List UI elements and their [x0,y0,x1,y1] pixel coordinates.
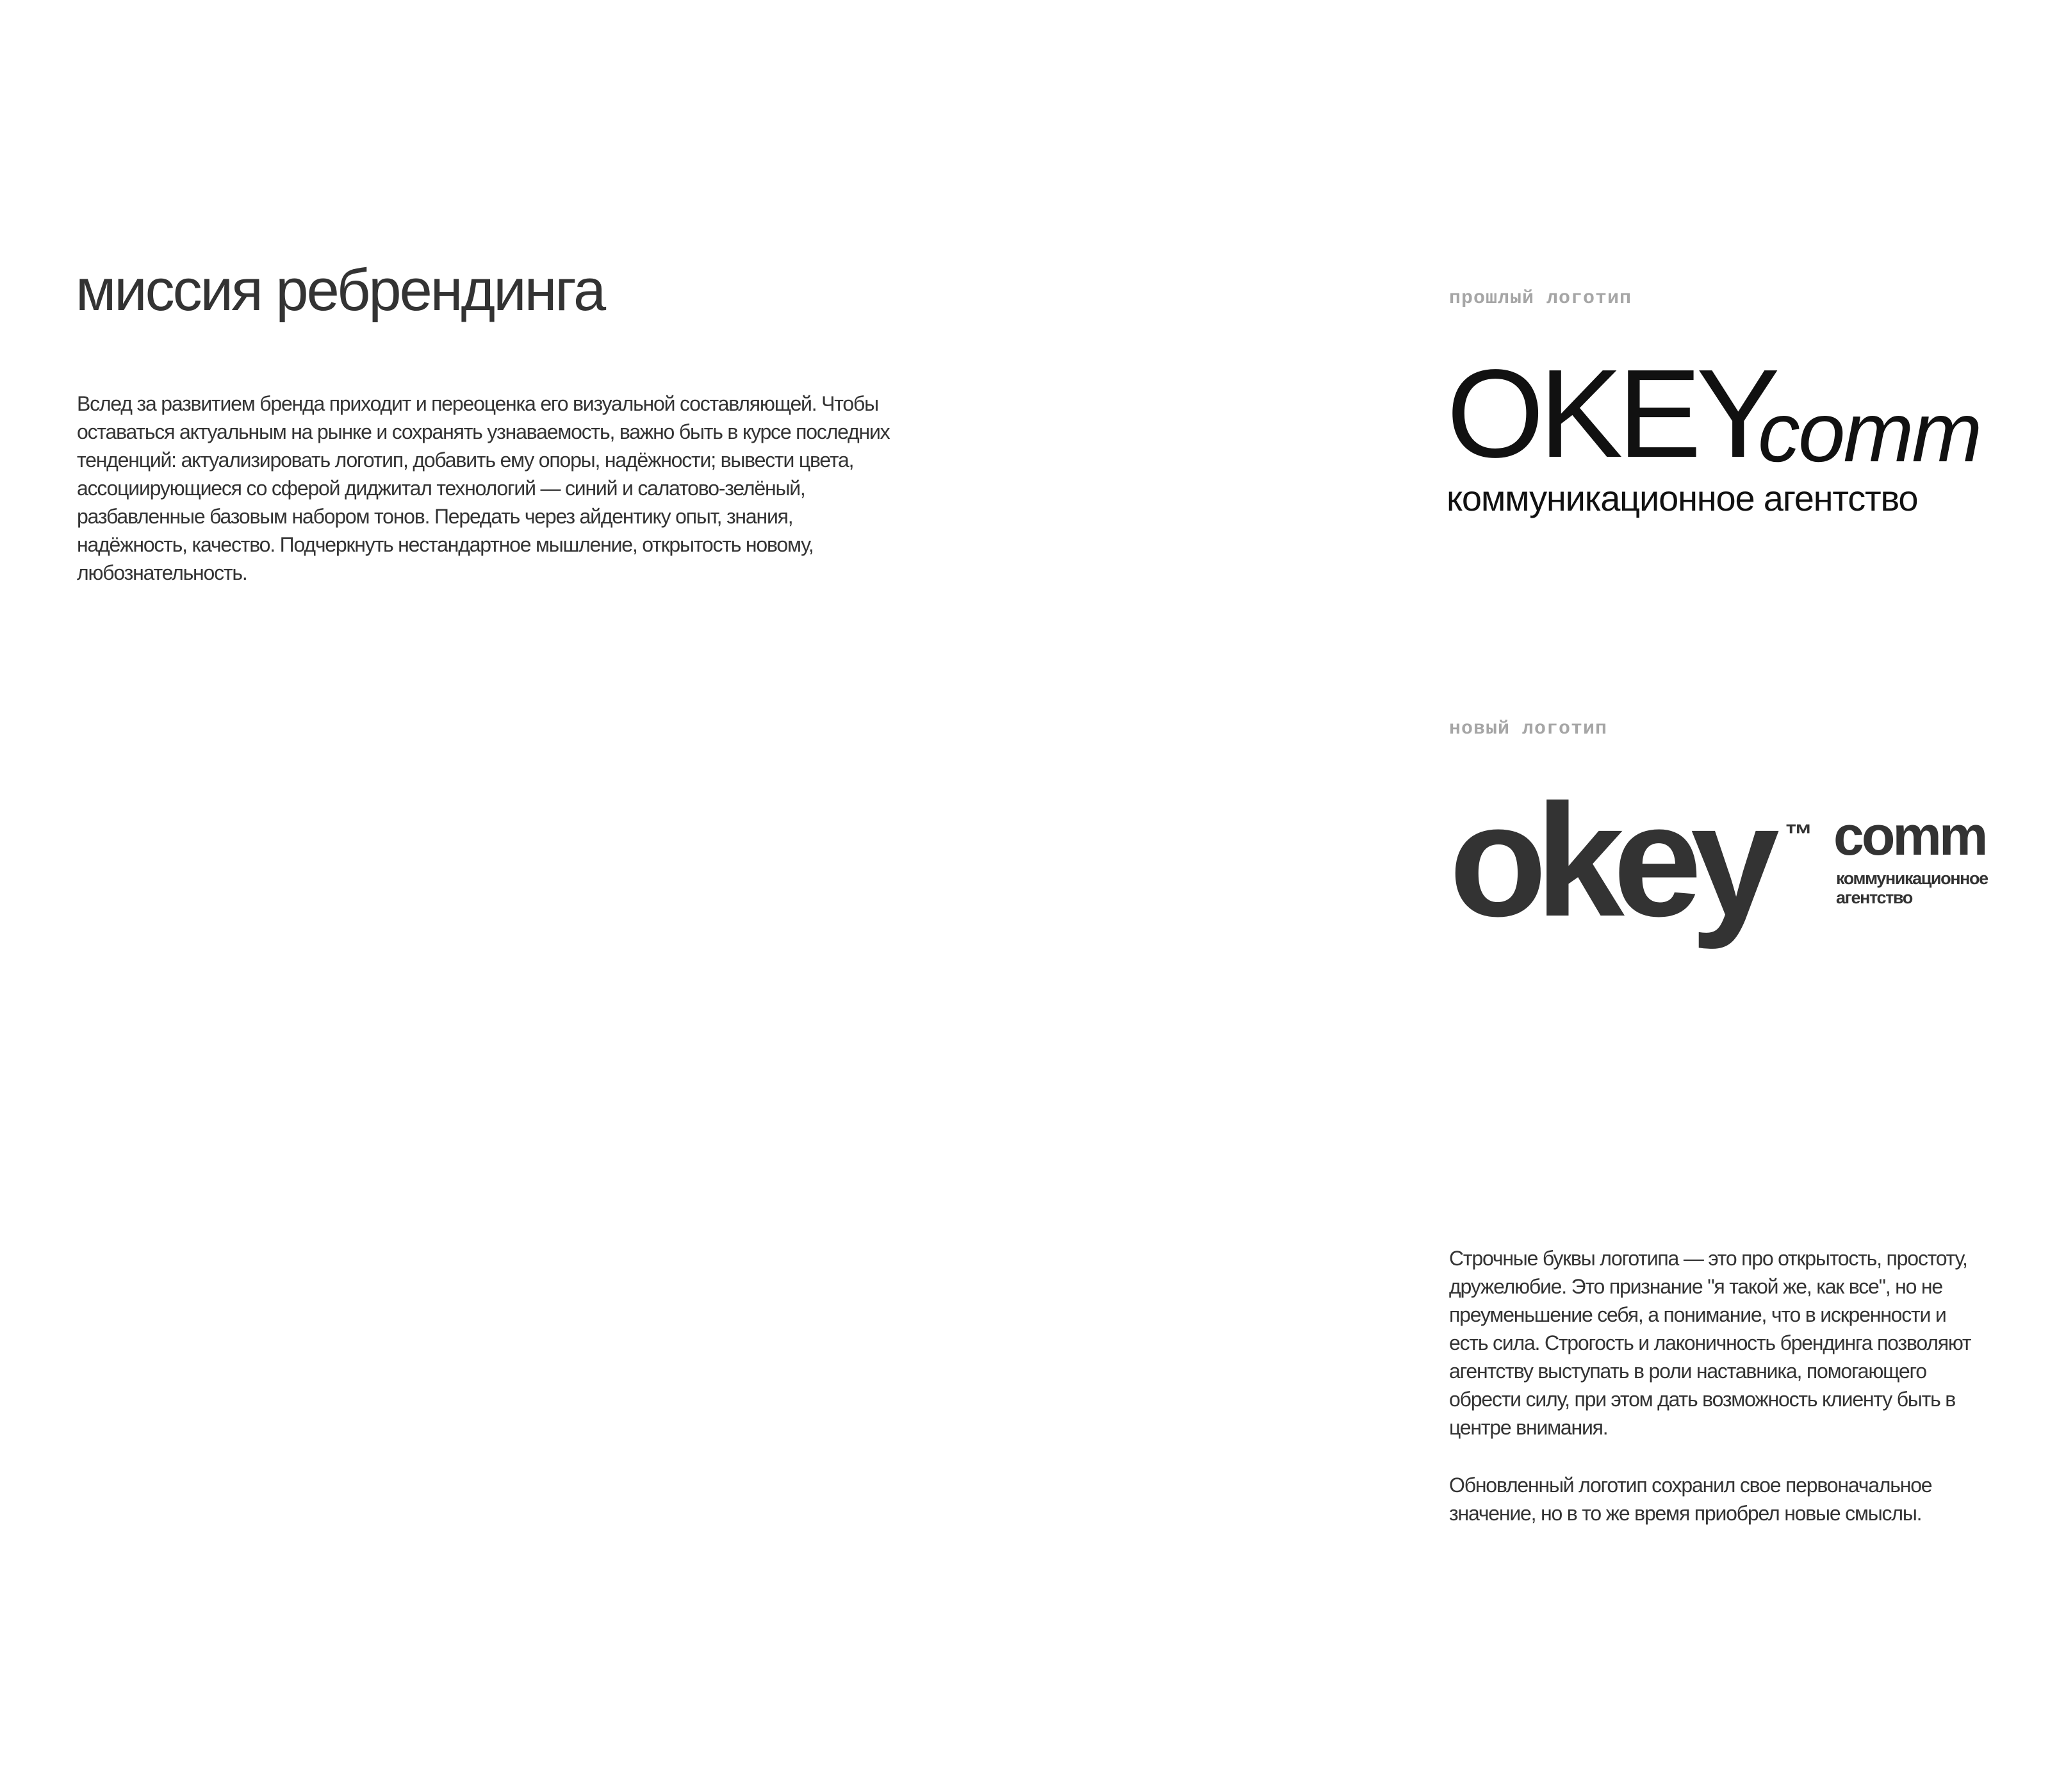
old-logo [1447,343,1991,523]
new-logo-suffix: comm [1833,805,1986,867]
mission-text: Вслед за развитием бренда приходит и переоценка его визуальной составляющей. Чтобы оставаться актуальным на рынке и сохранять узнаваемость, важно быть в курсе последних тенденций: актуализировать логотип, добавить ему опоры, надёжности; вывести цвета, ассоциирующиеся со сферой диджитал технологий — синий и салатово-зелёный, разбавленные базовым набором тонов. Передать через айдентику опыт, знания, надёжность, качество. Подчеркнуть нестандартное мышление, открытость новому, любознательность. [77,392,890,584]
new-logo-label: новый логотип [1449,718,1608,740]
new-logo [1449,771,2013,949]
new-logo-tagline: коммуникационное агентство [1836,869,1988,907]
old-logo-suffix: comm [1758,385,1981,479]
new-logo-trademark: ™ [1785,819,1813,850]
mission-title: миссия ребрендинга [76,258,605,323]
old-logo-tagline: коммуникационное агентство [1447,478,1918,518]
new-logo-wordmark: okey [1449,771,1768,949]
description-paragraph-1: Строчные буквы логотипа — это про открытость, простоту, дружелюбие. Это признание "я такой же, как все", но не преуменьшение себя, а понимание, что в искренности и есть сила. Строгость и лаконичность брендинга позволяют агентству выступать в роли наставника, помогающего обрести силу, при этом дать возможность клиенту быть в центре внимания. [1449,1247,1971,1439]
old-logo-wordmark: OKEY [1447,343,1775,484]
old-logo-label: прошлый логотип [1449,288,1632,309]
description-paragraph-2: Обновленный логотип сохранил свое первоначальное значение, но в то же время приобрел новые смыслы. [1449,1474,1932,1525]
